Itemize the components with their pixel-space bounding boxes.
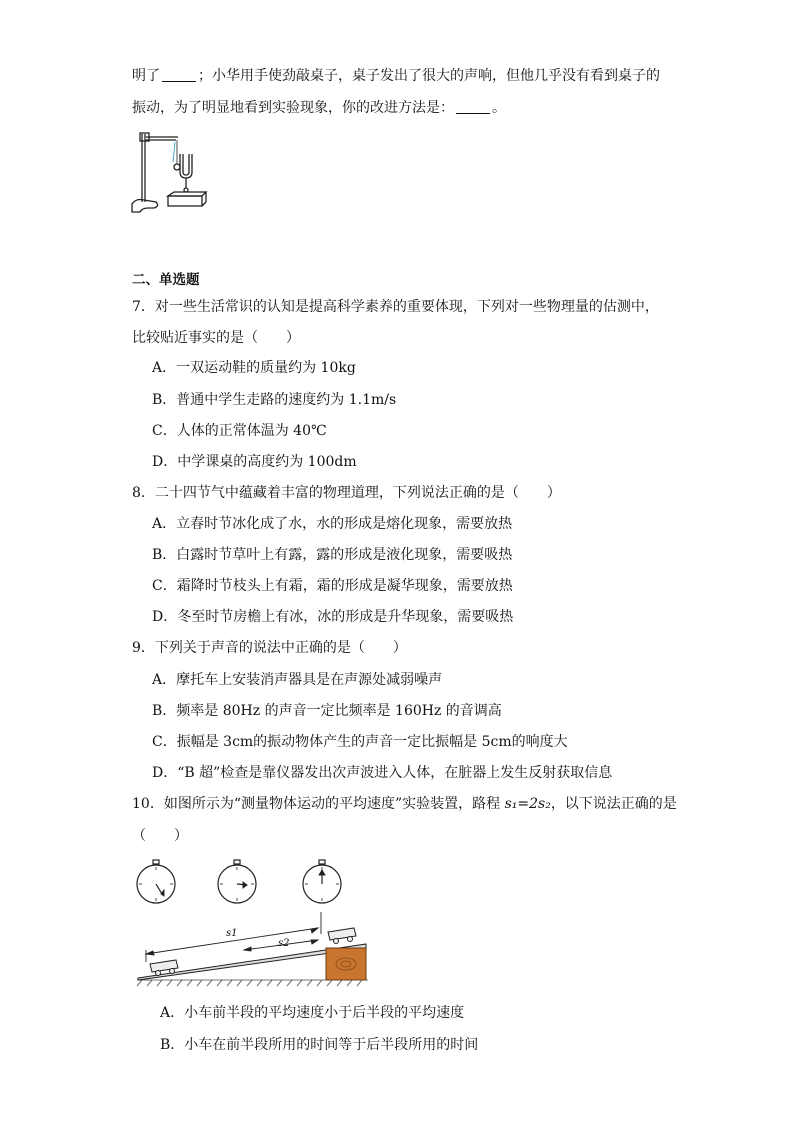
q10-stem-line-1 xyxy=(132,794,677,814)
q7-option-b[interactable]: B．普通中学生走路的速度约为 1.1m/s xyxy=(152,392,397,408)
q8-option-a[interactable]: A．立春时节冰化成了水，水的形成是熔化现象，需要放热 xyxy=(152,516,513,532)
q7-option-c[interactable]: C．人体的正常体温为 40℃ xyxy=(152,423,327,439)
stopwatch-icon xyxy=(218,860,256,903)
q8-option-b[interactable]: B．白露时节草叶上有露，露的形成是液化现象，需要吸热 xyxy=(152,547,513,563)
section-title: 二、单选题 xyxy=(132,272,200,288)
q9-option-b[interactable]: B．频率是 80Hz 的声音一定比频率是 160Hz 的音调高 xyxy=(152,703,502,719)
continuation-line-2 xyxy=(132,98,506,118)
label-s2: s2 xyxy=(278,938,290,949)
q9-option-c[interactable]: C．振幅是 3cm的振动物体产生的声音一定比振幅是 5cm的响度大 xyxy=(152,734,568,750)
text-fragment: 明了 xyxy=(132,68,160,84)
q8-option-d[interactable]: D．冬至时节房檐上有冰，冰的形成是升华现象，需要吸热 xyxy=(152,609,514,625)
answer-blank[interactable] xyxy=(162,67,196,82)
text-fragment: 10．如图所示为“测量物体运动的平均速度”实验装置，路程 xyxy=(132,796,505,812)
q7-stem-line-2: 比较贴近事实的是（ ） xyxy=(132,330,300,346)
q10-option-b[interactable]: B．小车在前半段所用的时间等于后半段所用的时间 xyxy=(160,1037,479,1053)
wood-block xyxy=(326,948,366,980)
text-fragment: ，以下说法正确的是 xyxy=(550,796,677,812)
q7-stem-line-1: 7．对一些生活常识的认知是提高科学素养的重要体现，下列对一些物理量的估测中， xyxy=(132,299,659,315)
incline-experiment-figure xyxy=(128,856,378,988)
text-fragment: 振动，为了明显地看到实验现象，你的改进方法是： xyxy=(132,100,454,116)
cart-icon xyxy=(328,928,356,944)
text-fragment: ；小华用手使劲敲桌子，桌子发出了很大的声响，但他几乎没有看到桌子的 xyxy=(198,68,660,84)
q7-option-a[interactable]: A．一双运动鞋的质量约为 10kg xyxy=(152,360,356,376)
q8-stem: 8．二十四节气中蕴藏着丰富的物理道理，下列说法正确的是（ ） xyxy=(132,485,561,501)
text-fragment: 。 xyxy=(492,100,506,116)
q7-option-d[interactable]: D．中学课桌的高度约为 100dm xyxy=(152,454,357,470)
math-expression: s₁=2s₂ xyxy=(504,796,551,812)
q9-stem: 9．下列关于声音的说法中正确的是（ ） xyxy=(132,640,407,656)
q9-option-a[interactable]: A．摩托车上安装消声器具是在声源处减弱噪声 xyxy=(152,672,443,688)
stopwatch-icon xyxy=(303,860,341,903)
cart-icon xyxy=(150,960,178,976)
q8-option-c[interactable]: C．霜降时节枝头上有霜，霜的形成是凝华现象，需要放热 xyxy=(152,578,513,594)
label-s1: s1 xyxy=(226,928,238,939)
q9-option-d[interactable]: D．“B 超”检查是靠仪器发出次声波进入人体，在脏器上发生反射获取信息 xyxy=(152,765,613,781)
tuning-fork-stand-figure xyxy=(128,128,214,218)
stopwatch-icon xyxy=(137,860,175,903)
answer-blank[interactable] xyxy=(456,99,490,114)
q10-option-a[interactable]: A．小车前半段的平均速度小于后半段的平均速度 xyxy=(160,1005,465,1021)
q10-stem-line-2: （ ） xyxy=(132,828,188,844)
continuation-line-1 xyxy=(132,66,660,86)
